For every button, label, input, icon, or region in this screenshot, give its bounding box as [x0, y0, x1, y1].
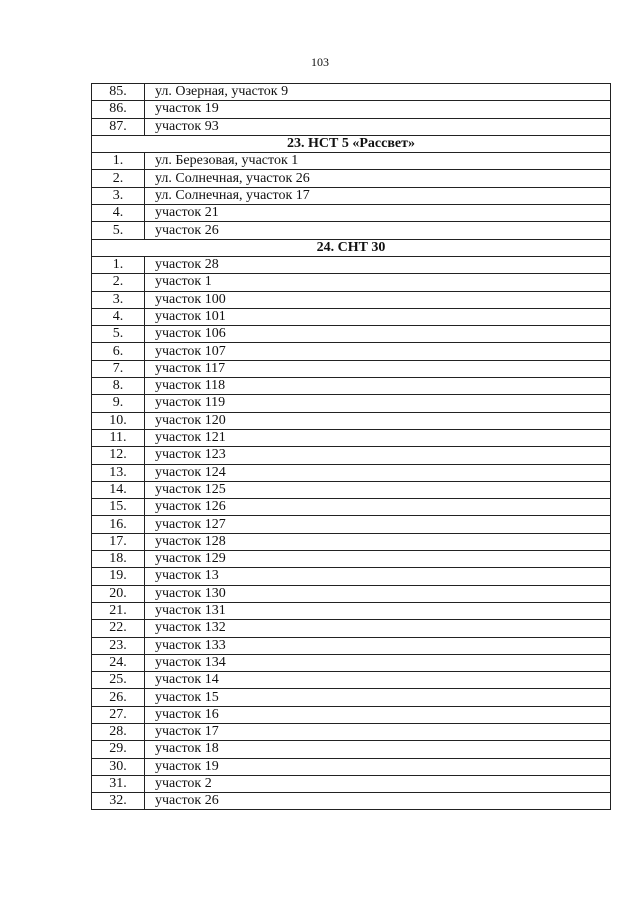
section-title: 24. СНТ 30 — [92, 239, 611, 256]
table-row — [92, 378, 611, 395]
row-address: ул. Солнечная, участок 17 — [145, 187, 611, 204]
row-number: 5. — [92, 222, 145, 239]
table-row — [92, 620, 611, 637]
row-number: 12. — [92, 447, 145, 464]
page-number: 103 — [311, 55, 329, 69]
row-address: участок 26 — [145, 793, 611, 810]
table-row — [92, 170, 611, 187]
row-number: 10. — [92, 412, 145, 429]
row-number: 7. — [92, 360, 145, 377]
table-row — [92, 741, 611, 758]
row-number: 86. — [92, 101, 145, 118]
row-number: 30. — [92, 758, 145, 775]
table-row — [92, 412, 611, 429]
row-address: ул. Березовая, участок 1 — [145, 153, 611, 170]
row-address: участок 117 — [145, 360, 611, 377]
row-number: 25. — [92, 672, 145, 689]
table-row — [92, 429, 611, 446]
row-number: 15. — [92, 499, 145, 516]
section-header-row — [92, 135, 611, 152]
row-address: участок 100 — [145, 291, 611, 308]
row-address: участок 134 — [145, 654, 611, 671]
table-row — [92, 291, 611, 308]
row-number: 29. — [92, 741, 145, 758]
table-row — [92, 654, 611, 671]
table-row — [92, 308, 611, 325]
table-row — [92, 84, 611, 101]
row-number: 14. — [92, 481, 145, 498]
row-number: 6. — [92, 343, 145, 360]
row-number: 17. — [92, 533, 145, 550]
row-address: участок 129 — [145, 551, 611, 568]
row-address: участок 130 — [145, 585, 611, 602]
table-row — [92, 153, 611, 170]
row-number: 9. — [92, 395, 145, 412]
row-number: 4. — [92, 308, 145, 325]
row-address: участок 93 — [145, 118, 611, 135]
row-number: 85. — [92, 84, 145, 101]
table-body — [92, 84, 611, 810]
row-number: 19. — [92, 568, 145, 585]
row-address: участок 121 — [145, 429, 611, 446]
row-number: 3. — [92, 187, 145, 204]
row-number: 27. — [92, 706, 145, 723]
row-number: 32. — [92, 793, 145, 810]
table-row — [92, 672, 611, 689]
row-address: участок 125 — [145, 481, 611, 498]
table-row — [92, 551, 611, 568]
row-number: 5. — [92, 326, 145, 343]
row-address: участок 19 — [145, 758, 611, 775]
table-row — [92, 326, 611, 343]
row-address: ул. Озерная, участок 9 — [145, 84, 611, 101]
row-address: участок 119 — [145, 395, 611, 412]
row-address: участок 2 — [145, 775, 611, 792]
row-address: участок 107 — [145, 343, 611, 360]
row-address: участок 128 — [145, 533, 611, 550]
table-row — [92, 585, 611, 602]
row-number: 87. — [92, 118, 145, 135]
table-row — [92, 464, 611, 481]
table-row — [92, 775, 611, 792]
table-row — [92, 793, 611, 810]
table-row — [92, 222, 611, 239]
row-address: участок 124 — [145, 464, 611, 481]
row-number: 1. — [92, 153, 145, 170]
section-header-row — [92, 239, 611, 256]
row-number: 13. — [92, 464, 145, 481]
row-number: 4. — [92, 205, 145, 222]
row-number: 18. — [92, 551, 145, 568]
row-number: 21. — [92, 602, 145, 619]
row-number: 16. — [92, 516, 145, 533]
table-row — [92, 395, 611, 412]
table-row — [92, 516, 611, 533]
table-row — [92, 533, 611, 550]
row-number: 11. — [92, 429, 145, 446]
row-address: участок 17 — [145, 723, 611, 740]
table-row — [92, 447, 611, 464]
table-row — [92, 499, 611, 516]
row-address: участок 101 — [145, 308, 611, 325]
table-row — [92, 118, 611, 135]
row-address: участок 15 — [145, 689, 611, 706]
row-address: участок 13 — [145, 568, 611, 585]
row-address: участок 1 — [145, 274, 611, 291]
table-row — [92, 758, 611, 775]
row-address: участок 118 — [145, 378, 611, 395]
row-number: 26. — [92, 689, 145, 706]
row-number: 24. — [92, 654, 145, 671]
table-row — [92, 274, 611, 291]
address-table — [91, 83, 611, 810]
row-address: участок 18 — [145, 741, 611, 758]
row-address: участок 21 — [145, 205, 611, 222]
table-row — [92, 723, 611, 740]
row-number: 23. — [92, 637, 145, 654]
row-address: участок 26 — [145, 222, 611, 239]
row-number: 2. — [92, 274, 145, 291]
table-row — [92, 706, 611, 723]
table-row — [92, 101, 611, 118]
row-address: участок 133 — [145, 637, 611, 654]
row-number: 22. — [92, 620, 145, 637]
row-address: участок 19 — [145, 101, 611, 118]
table-row — [92, 637, 611, 654]
row-address: участок 106 — [145, 326, 611, 343]
table-row — [92, 256, 611, 273]
row-address: участок 132 — [145, 620, 611, 637]
row-number: 2. — [92, 170, 145, 187]
row-address: участок 131 — [145, 602, 611, 619]
table-row — [92, 360, 611, 377]
table-row — [92, 568, 611, 585]
table-row — [92, 689, 611, 706]
row-address: участок 126 — [145, 499, 611, 516]
row-address: участок 127 — [145, 516, 611, 533]
row-number: 20. — [92, 585, 145, 602]
row-number: 28. — [92, 723, 145, 740]
row-number: 3. — [92, 291, 145, 308]
row-address: участок 28 — [145, 256, 611, 273]
table-row — [92, 602, 611, 619]
row-number: 8. — [92, 378, 145, 395]
row-address: участок 123 — [145, 447, 611, 464]
table-row — [92, 343, 611, 360]
row-address: участок 16 — [145, 706, 611, 723]
row-number: 1. — [92, 256, 145, 273]
row-address: участок 120 — [145, 412, 611, 429]
row-address: участок 14 — [145, 672, 611, 689]
table-row — [92, 205, 611, 222]
row-number: 31. — [92, 775, 145, 792]
row-address: ул. Солнечная, участок 26 — [145, 170, 611, 187]
section-title: 23. НСТ 5 «Рассвет» — [92, 135, 611, 152]
table-row — [92, 481, 611, 498]
table-row — [92, 187, 611, 204]
